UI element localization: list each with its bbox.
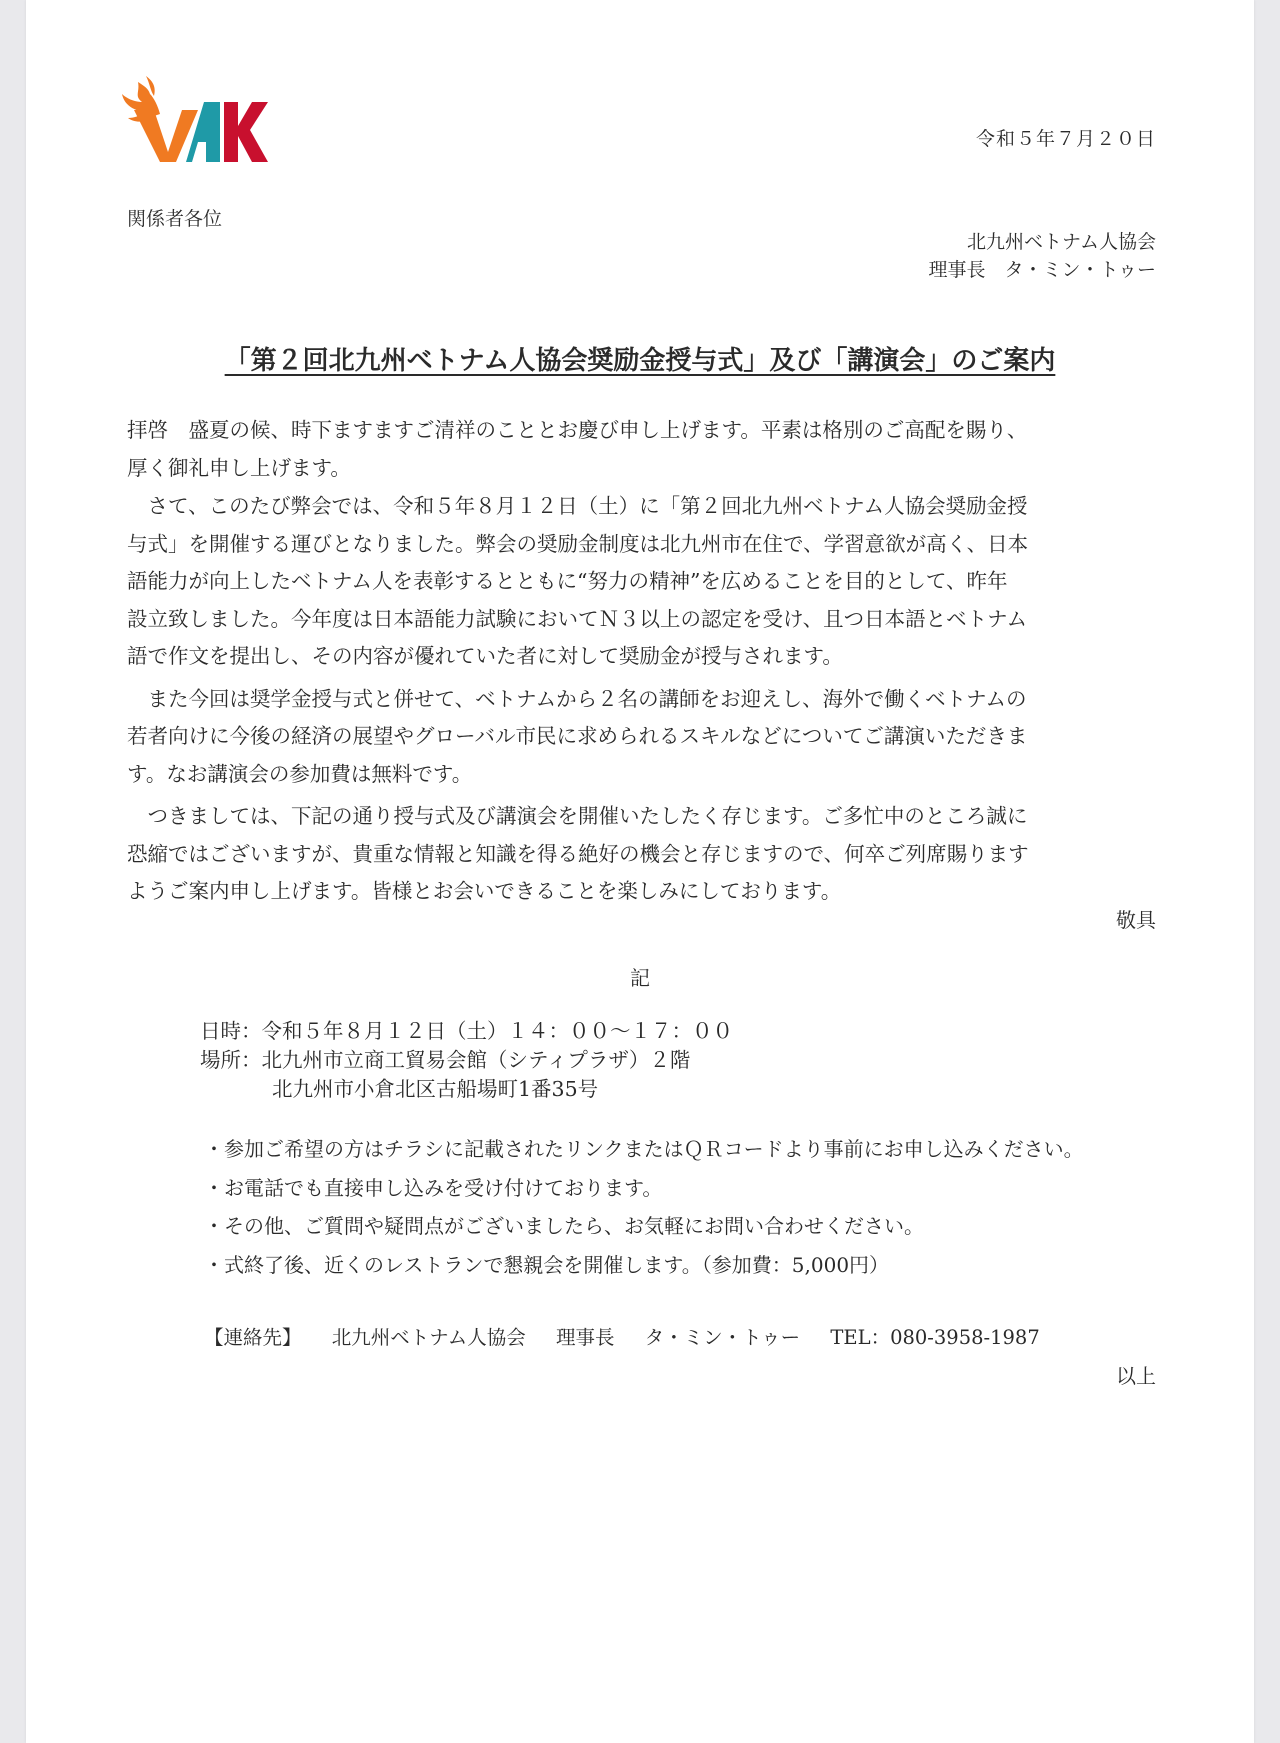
addressee: 関係者各位 <box>127 208 223 230</box>
text-line: 厚く御礼申し上げます。 <box>127 455 351 480</box>
sender-block <box>928 228 1156 284</box>
text-line: ようご案内申し上げます。皆様とお会いできることを楽しみにしております。 <box>127 879 842 903</box>
text-line: す。なお講演会の参加費は無料です。 <box>127 761 473 786</box>
text-line: 語で作文を提出し、その内容が優れていた者に対して奨励金が授与されます。 <box>127 644 843 668</box>
closing-keigu: 敬具 <box>1116 908 1156 932</box>
contact-name: タ・ミン・トゥー <box>644 1326 801 1349</box>
contact-org: 北九州ベトナム人協会 <box>331 1326 526 1349</box>
paragraph-purpose <box>127 488 1157 676</box>
text-line: つきましては、下記の通り授与式及び講演会を開催いたしたく存じます。ご多忙中のところ誠に <box>127 804 1028 828</box>
text-line: さて、このたび弊会では、令和５年８月１２日（土）に「第２回北九州ベトナム人協会奨励金授 <box>127 494 1028 518</box>
text-line: 若者向けに今後の経済の展望やグローバル市民に求められるスキルなどについてご講演いただきま <box>127 724 1028 748</box>
paragraph-lecture <box>127 681 1157 794</box>
text-line: 設立致しました。今年度は日本語能力試験においてＮ３以上の認定を受け、且つ日本語とベトナム <box>127 606 1028 631</box>
paragraph-invitation <box>127 798 1157 911</box>
sender-name: 理事長 タ・ミン・トゥー <box>928 259 1156 281</box>
end-mark: 以上 <box>1116 1364 1156 1388</box>
contact-tel: TEL：080-3958-1987 <box>830 1326 1040 1349</box>
text-line: 拝啓 盛夏の候、時下ますますご清祥のこととお慶び申し上げます。平素は格別のご高配を賜り、 <box>127 418 1028 442</box>
contact-label: 【連絡先】 <box>204 1326 302 1349</box>
event-datetime: 日時：令和５年８月１２日（土）１４：００〜１７：００ <box>200 1019 733 1043</box>
sender-org: 北九州ベトナム人協会 <box>966 231 1156 253</box>
paragraph-greeting <box>127 412 1157 487</box>
list-item: ・その他、ご質問や疑問点がございましたら、お気軽にお問い合わせください。 <box>204 1214 924 1238</box>
event-venue: 場所：北九州市立商工貿易会館（シティプラザ）２階 <box>200 1048 691 1072</box>
text-line: また今回は奨学金授与式と併せて、ベトナムから２名の講師をお迎えし、海外で働くベトナムの <box>127 686 1027 711</box>
event-details <box>200 1017 733 1104</box>
event-address: 北九州市小倉北区古船場町1番35号 <box>272 1077 599 1101</box>
letter-body <box>127 412 1157 916</box>
vak-logo <box>120 72 270 168</box>
notes-list <box>204 1130 1084 1284</box>
text-line: 恐縮ではございますが、貴重な情報と知識を得る絶好の機会と存じますので、何卒ご列席賜ります <box>127 841 1029 866</box>
list-item: ・お電話でも直接申し込みを受け付けております。 <box>204 1175 663 1200</box>
list-item: ・式終了後、近くのレストランで懇親会を開催します。（参加費：5,000円） <box>204 1252 890 1277</box>
contact-line <box>204 1322 1064 1350</box>
logo-k <box>224 102 268 162</box>
letter-date: 令和５年７月２０日 <box>975 128 1156 150</box>
page-title: 「第２回北九州ベトナム人協会奨励金授与式」及び「講演会」のご案内 <box>224 346 1056 376</box>
text-line: 与式」を開催する運びとなりました。弊会の奨励金制度は北九州市在住で、学習意欲が高く、日本 <box>127 531 1029 556</box>
ki-heading: 記 <box>630 966 650 990</box>
list-item: ・参加ご希望の方はチラシに記載されたリンクまたはＱＲコードより事前にお申し込みください。 <box>204 1137 1084 1161</box>
contact-role: 理事長 <box>555 1326 615 1349</box>
text-line: 語能力が向上したベトナム人を表彰するとともに“努力の精神”を広めることを目的として、昨年 <box>127 569 1008 593</box>
